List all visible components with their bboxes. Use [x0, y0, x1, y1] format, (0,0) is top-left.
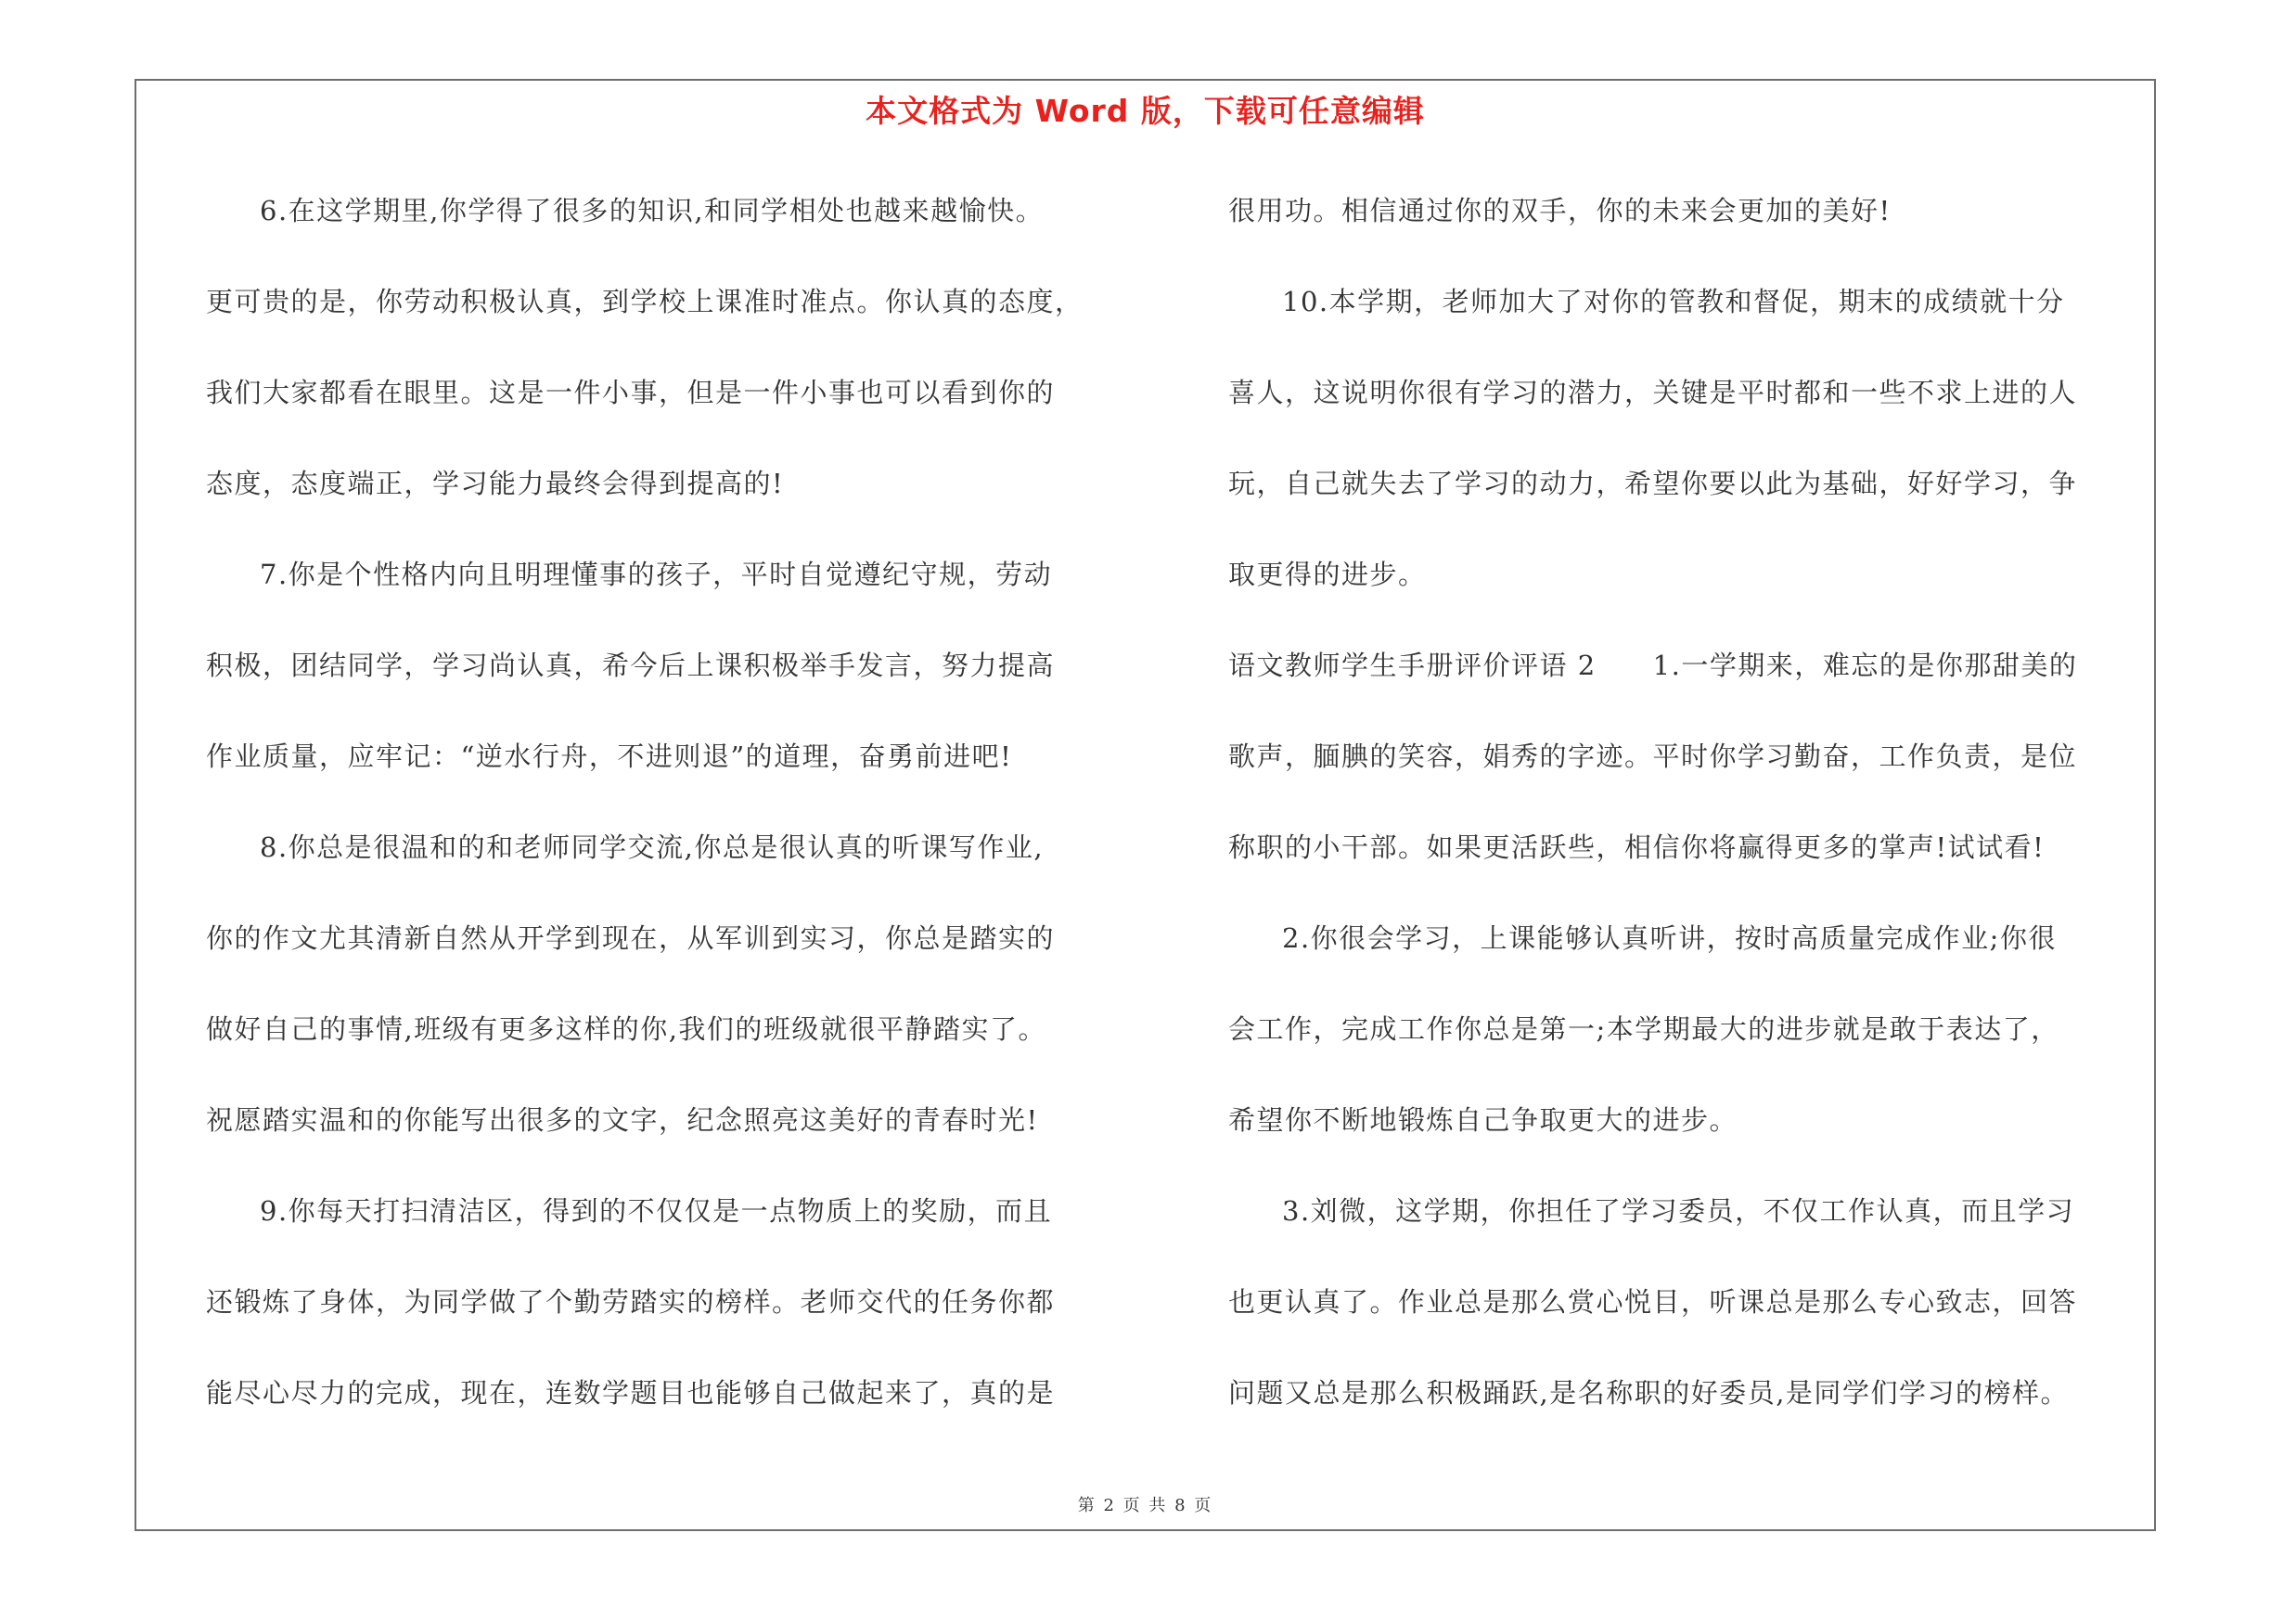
text-line: 做好自己的事情,班级有更多这样的你,我们的班级就很平静踏实了。 — [206, 1013, 1046, 1045]
text-line: 还锻炼了身体，为同学做了个勤劳踏实的榜样。老师交代的任务你都 — [206, 1286, 1056, 1318]
text-line: 2.你很会学习，上课能够认真听讲，按时高质量完成作业;你很 — [1282, 922, 2057, 954]
right-column — [1228, 182, 2147, 1455]
text-line: 问题又总是那么积极踊跃,是名称职的好委员,是同学们学习的榜样。 — [1228, 1377, 2069, 1409]
text-line: 更可贵的是，你劳动积极认真，到学校上课准时准点。你认真的态度， — [206, 286, 1084, 317]
text-line: 积极，团结同学，学习尚认真，希今后上课积极举手发言，努力提高 — [206, 650, 1056, 681]
text-line: 你的作文尤其清新自然从开学到现在，从军训到实习，你总是踏实的 — [206, 922, 1056, 954]
page-number: 第 2 页 共 8 页 — [1077, 1496, 1213, 1515]
text-line: 希望你不断地锻炼自己争取更大的进步。 — [1228, 1104, 1738, 1136]
text-line: 祝愿踏实温和的你能写出很多的文字，纪念照亮这美好的青春时光! — [206, 1104, 1039, 1136]
format-banner: 本文格式为 Word 版，下载可任意编辑 — [866, 93, 1425, 129]
text-line: 能尽心尽力的完成，现在，连数学题目也能够自己做起来了，真的是 — [206, 1377, 1056, 1409]
text-line: 玩，自己就失去了学习的动力，希望你要以此为基础，好好学习，争 — [1228, 468, 2078, 499]
text-line: 7.你是个性格内向且明理懂事的孩子，平时自觉遵纪守规，劳动 — [260, 559, 1053, 590]
text-line: 称职的小干部。如果更活跃些，相信你将赢得更多的掌声!试试看! — [1228, 831, 2046, 863]
text-line: 我们大家都看在眼里。这是一件小事，但是一件小事也可以看到你的 — [206, 377, 1056, 408]
text-line: 3.刘微，这学期，你担任了学习委员，不仅工作认真，而且学习 — [1282, 1195, 2075, 1227]
text-line: 会工作，完成工作你总是第一;本学期最大的进步就是敢于表达了， — [1228, 1013, 2059, 1045]
text-line: 很用功。相信通过你的双手，你的未来会更加的美好! — [1228, 195, 1892, 226]
text-line: 也更认真了。作业总是那么赏心悦目，听课总是那么专心致志，回答 — [1228, 1286, 2078, 1318]
text-line: 歌声，腼腆的笑容，娟秀的字迹。平时你学习勤奋，工作负责，是位 — [1228, 741, 2078, 772]
text-line: 作业质量，应牢记：“逆水行舟，不进则退”的道理，奋勇前进吧! — [206, 741, 1013, 772]
text-line: 6.在这学期里,你学得了很多的知识,和同学相处也越来越愉快。 — [260, 195, 1045, 226]
text-line: 9.你每天打扫清洁区，得到的不仅仅是一点物质上的奖励，而且 — [260, 1195, 1053, 1227]
text-line: 8.你总是很温和的和老师同学交流,你总是很认真的听课写作业, — [260, 831, 1045, 863]
left-column — [206, 182, 1124, 1455]
text-line: 10.本学期，老师加大了对你的管教和督促，期末的成绩就十分 — [1282, 286, 2065, 317]
text-line: 取更得的进步。 — [1228, 559, 1427, 590]
text-line: 喜人，这说明你很有学习的潜力，关键是平时都和一些不求上进的人 — [1228, 377, 2078, 408]
text-line: 语文教师学生手册评价评语 2 1.一学期来，难忘的是你那甜美的 — [1228, 650, 2078, 681]
text-line: 态度，态度端正，学习能力最终会得到提高的! — [206, 468, 785, 499]
